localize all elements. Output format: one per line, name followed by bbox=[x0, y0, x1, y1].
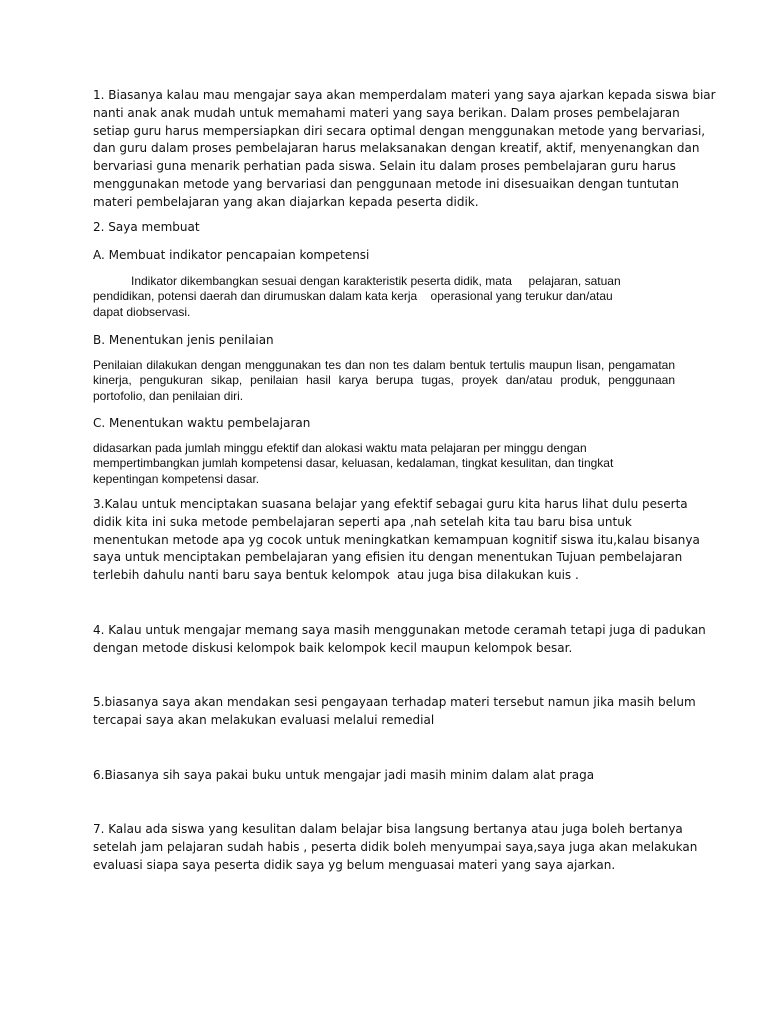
text-c-line: mempertimbangkan jumlah kompetensi dasar, keluasan, kedalaman, tingkat kesulitan, dan tingkat bbox=[93, 456, 614, 471]
heading-a: A. Membuat indikator pencapaian kompetensi bbox=[93, 248, 370, 262]
text-a-line: pendidikan, potensi daerah dan dirumuskan dalam kata kerja operasional yang terukur dan/atau bbox=[93, 289, 613, 304]
heading-c: C. Menentukan waktu pembelajaran bbox=[93, 416, 311, 430]
answer-5-paragraph bbox=[93, 694, 696, 730]
answer-3-paragraph bbox=[93, 496, 700, 585]
answer-1-line: bervariasi guna menarik perhatian pada siswa. Selain itu dalam proses pembelajaran guru harus bbox=[93, 159, 676, 174]
answer-3-line: terlebih dahulu nanti baru saya bentuk kelompok atau juga bisa dilakukan kuis . bbox=[93, 568, 579, 583]
answer-1-line: nanti anak anak mudah untuk memahami materi yang saya berikan. Dalam proses pembelajaran bbox=[93, 105, 680, 120]
answer-3-line: 3.Kalau untuk menciptakan suasana belajar yang efektif sebagai guru kita harus lihat dulu peserta bbox=[93, 497, 688, 511]
answer-4-line: dengan metode diskusi kelompok baik kelompok kecil maupun kelompok besar. bbox=[93, 640, 573, 655]
answer-1-line: 1. Biasanya kalau mau mengajar saya akan memperdalam materi yang saya ajarkan kepada siswa biar bbox=[93, 88, 716, 102]
text-a-line: Indikator dikembangkan sesuai dengan karakteristik peserta didik, mata pelajaran, satuan bbox=[131, 274, 621, 288]
answer-6-paragraph: 6.Biasanya sih saya pakai buku untuk mengajar jadi masih minim dalam alat praga bbox=[93, 768, 595, 782]
answer-5-line: tercapai saya akan melakukan evaluasi melalui remedial bbox=[93, 712, 435, 727]
text-a-paragraph bbox=[93, 274, 683, 320]
answer-7-line: 7. Kalau ada siswa yang kesulitan dalam belajar bisa langsung bertanya atau juga boleh bertanya bbox=[93, 822, 683, 836]
answer-7-line: setelah jam pelajaran sudah habis , peserta didik boleh menyumpai saya,saya juga akan melakukan bbox=[93, 839, 698, 854]
answer-4-paragraph bbox=[93, 622, 706, 658]
answer-1-line: setiap guru harus mempersiapkan diri secara optimal dengan menggunakan metode yang bervariasi, bbox=[93, 123, 706, 138]
answer-5-line: 5.biasanya saya akan mendakan sesi pengayaan terhadap materi tersebut namun jika masih belum bbox=[93, 695, 696, 709]
answer-1-line: menggunakan metode yang bervariasi dan penggunaan metode ini disesuaikan dengan tuntutan bbox=[93, 176, 679, 191]
answer-7-line: evaluasi siapa saya peserta didik saya yg belum menguasai materi yang saya ajarkan. bbox=[93, 857, 616, 872]
text-a-line: dapat diobservasi. bbox=[93, 304, 191, 319]
answer-3-line: menentukan metode apa yg cocok untuk meningkatkan kemampuan kognitif siswa itu,kalau bisanya bbox=[93, 532, 700, 547]
heading-b: B. Menentukan jenis penilaian bbox=[93, 333, 274, 347]
answer-1-line: materi pembelajaran yang akan diajarkan kepada peserta didik. bbox=[93, 194, 479, 209]
answer-1-line: dan guru dalam proses pembelajaran harus melaksanakan dengan kreatif, aktif, menyenangkan dan bbox=[93, 141, 700, 156]
answer-7-paragraph bbox=[93, 821, 698, 874]
text-c-line: kepentingan kompetensi dasar. bbox=[93, 471, 260, 486]
text-c-line: didasarkan pada jumlah minggu efektif dan alokasi waktu mata pelajaran per minggu dengan bbox=[93, 441, 587, 455]
answer-4-line: 4. Kalau untuk mengajar memang saya masih menggunakan metode ceramah tetapi juga di padukan bbox=[93, 623, 706, 637]
text-b-paragraph: Penilaian dilakukan dengan menggunakan tes dan non tes dalam bentuk tertulis maupun lisan, pengamatan kinerja, pengukuran sikap, penilaian hasil karya berupa tugas, proyek dan/atau produk, penggunaan portofolio, dan penilaian diri. bbox=[93, 358, 675, 403]
text-c-paragraph bbox=[93, 441, 683, 487]
answer-3-line: saya untuk menciptakan pembelajaran yang efisien itu dengan menentukan Tujuan pembelajaran bbox=[93, 550, 683, 565]
answer-2-intro: 2. Saya membuat bbox=[93, 220, 200, 234]
answer-3-line: didik kita ini suka metode pembelajaran seperti apa ,nah setelah kita tau baru bisa untuk bbox=[93, 514, 632, 529]
answer-1-paragraph bbox=[93, 87, 716, 212]
